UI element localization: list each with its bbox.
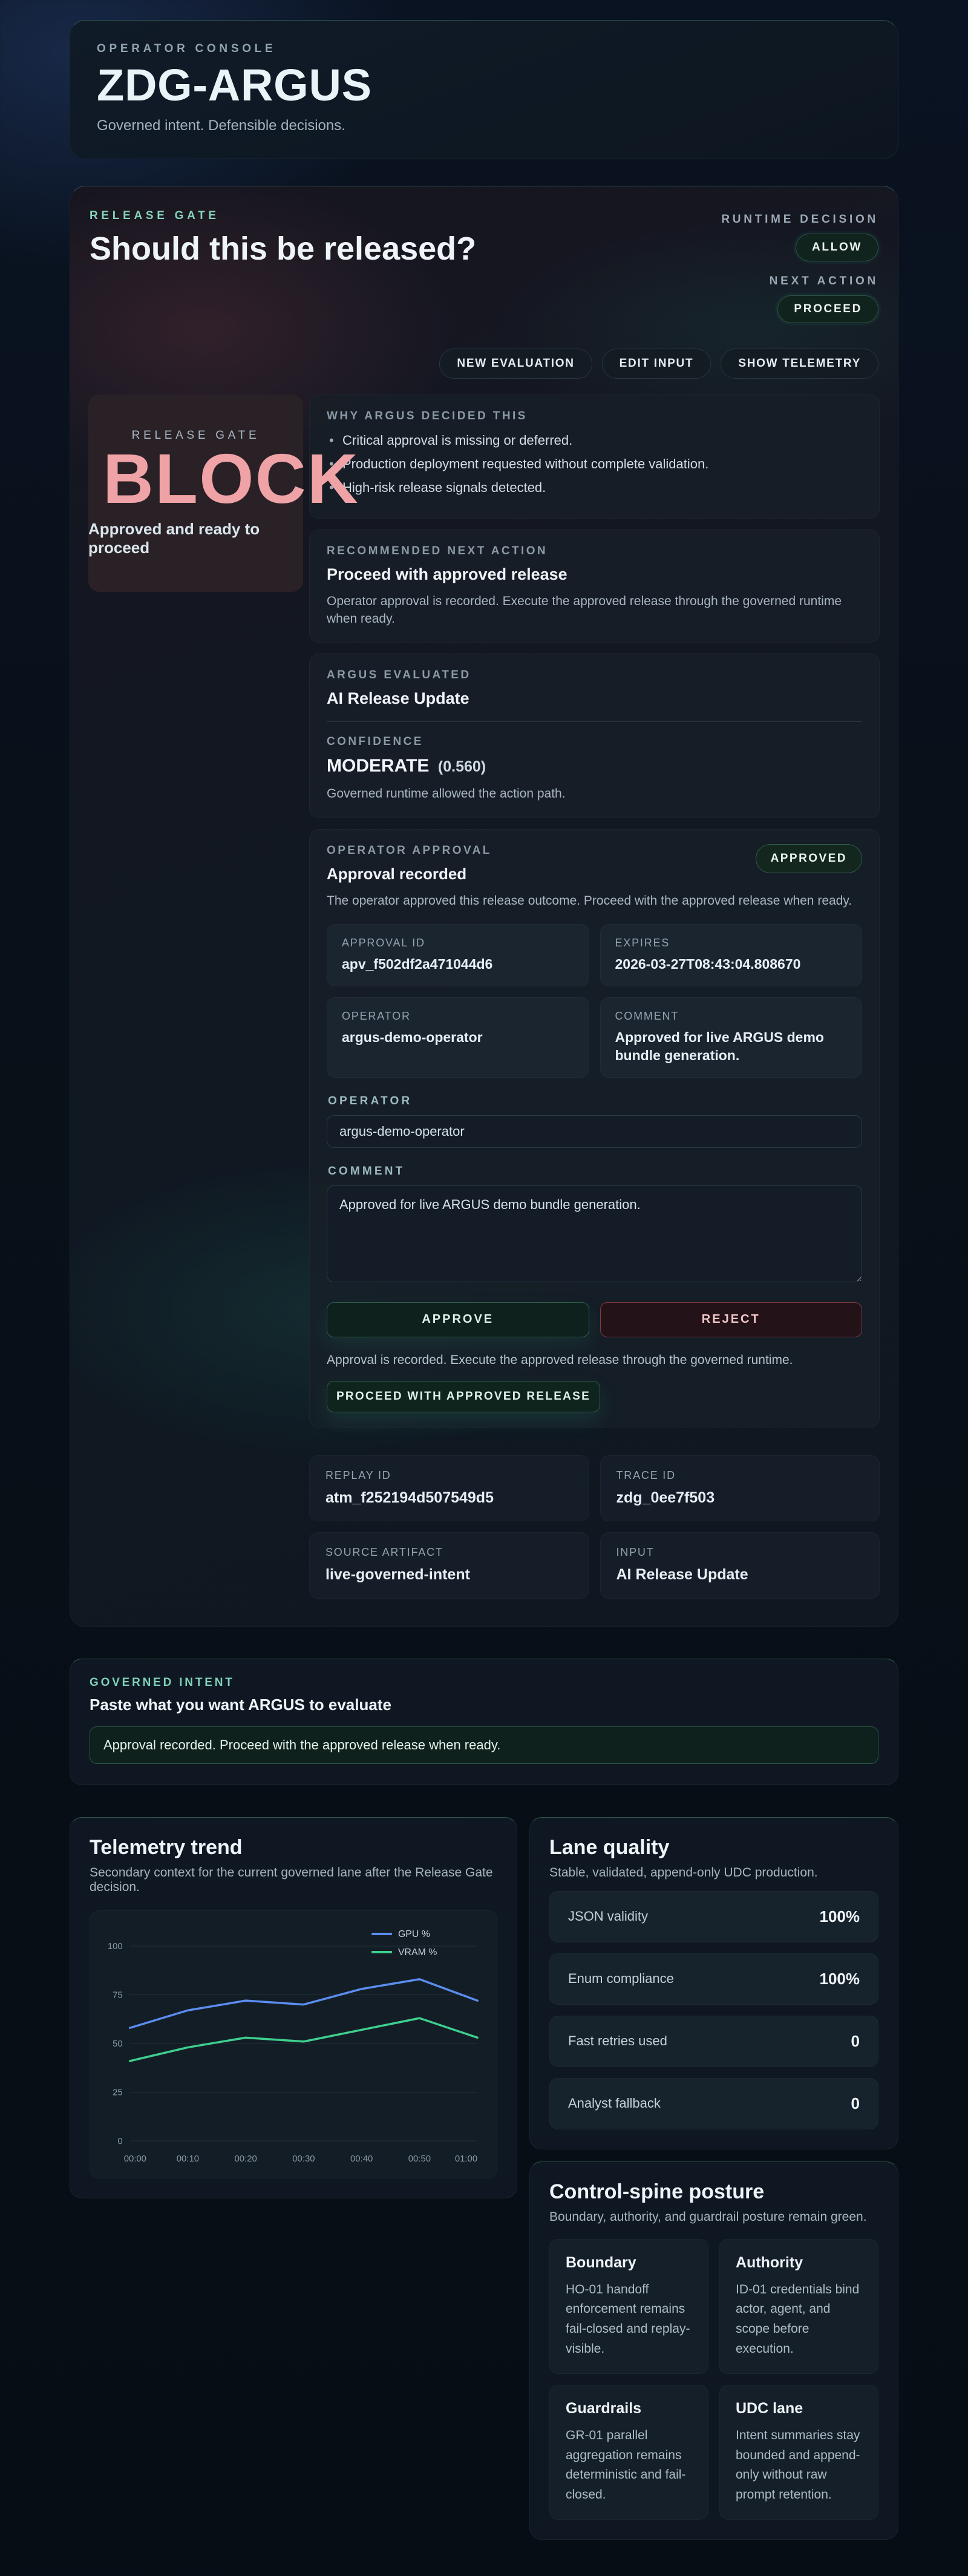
trace-id-label: TRACE ID bbox=[616, 1469, 676, 1481]
udc-lane-title: UDC lane bbox=[736, 2400, 803, 2417]
comment-tile-value: Approved for live ARGUS demo bundle generation. bbox=[615, 1029, 824, 1064]
governed-intent-card bbox=[70, 1659, 898, 1785]
svg-text:GPU %: GPU % bbox=[397, 1929, 430, 1939]
gate-title: Should this be released? bbox=[90, 230, 477, 267]
why-label: WHY ARGUS DECIDED THIS bbox=[327, 409, 528, 422]
intent-input[interactable] bbox=[90, 1726, 878, 1764]
approval-title: Approval recorded bbox=[327, 864, 467, 883]
verdict-word: BLOCK bbox=[103, 439, 360, 518]
lane-row-value: 0 bbox=[851, 2094, 860, 2112]
gate-eyebrow: RELEASE GATE bbox=[90, 209, 220, 222]
bottom-right-column bbox=[529, 1817, 898, 2540]
svg-text:0: 0 bbox=[117, 2135, 123, 2146]
authority-tile bbox=[719, 2239, 878, 2374]
telemetry-title: Telemetry trend bbox=[90, 1835, 243, 1859]
page bbox=[70, 20, 898, 2540]
approval-header-left bbox=[327, 844, 492, 883]
operator-tile bbox=[327, 997, 589, 1078]
replay-id-tile bbox=[309, 1455, 589, 1522]
lane-row-enum-compliance bbox=[549, 1953, 878, 2005]
approval-label: OPERATOR APPROVAL bbox=[327, 844, 492, 857]
next-action-label: NEXT ACTION bbox=[769, 274, 878, 287]
telemetry-chart-panel bbox=[90, 1910, 497, 2178]
boundary-body: HO-01 handoff enforcement remains fail-closed and replay-visible. bbox=[566, 2282, 690, 2356]
recommended-box bbox=[309, 529, 880, 643]
authority-title: Authority bbox=[736, 2253, 803, 2271]
operator-tile-label: OPERATOR bbox=[342, 1010, 411, 1023]
guardrails-title: Guardrails bbox=[566, 2400, 642, 2417]
gate-header bbox=[88, 209, 880, 333]
reason-item: • Critical approval is missing or deferred. bbox=[327, 433, 862, 448]
svg-text:100: 100 bbox=[107, 1941, 123, 1952]
lane-row-value: 0 bbox=[851, 2031, 860, 2050]
lane-quality-subtitle: Stable, validated, append-only UDC production. bbox=[549, 1865, 818, 1880]
control-spine-card bbox=[529, 2161, 898, 2540]
telemetry-card bbox=[70, 1817, 517, 2198]
spine-grid bbox=[549, 2239, 878, 2520]
source-artifact-tile bbox=[309, 1532, 589, 1599]
confidence-line bbox=[327, 756, 862, 776]
evaluated-label: ARGUS EVALUATED bbox=[327, 669, 471, 682]
proceed-button[interactable]: PROCEED WITH APPROVED RELEASE bbox=[327, 1381, 600, 1412]
svg-text:75: 75 bbox=[113, 1990, 123, 2001]
trace-id-tile bbox=[600, 1455, 880, 1522]
lane-row-label: Enum compliance bbox=[568, 1971, 674, 1987]
gate-actions bbox=[88, 349, 880, 379]
telemetry-line-chart bbox=[95, 1917, 492, 2171]
verdict-eyebrow: RELEASE GATE bbox=[131, 428, 260, 442]
meta-grid bbox=[309, 1455, 880, 1599]
evaluated-box bbox=[309, 654, 880, 818]
confidence-level: MODERATE bbox=[327, 756, 430, 776]
lane-quality-card bbox=[529, 1817, 898, 2149]
svg-text:01:00: 01:00 bbox=[454, 2153, 478, 2164]
header-card bbox=[70, 20, 898, 159]
divider bbox=[327, 721, 862, 722]
svg-text:VRAM %: VRAM % bbox=[397, 1947, 437, 1958]
approve-button[interactable]: APPROVE bbox=[327, 1302, 589, 1337]
svg-text:00:20: 00:20 bbox=[234, 2153, 257, 2164]
lane-row-label: JSON validity bbox=[568, 1909, 649, 1924]
guardrails-body: GR-01 parallel aggregation remains deterministic and fail-closed. bbox=[566, 2428, 686, 2502]
app-title: ZDG-ARGUS bbox=[97, 60, 372, 110]
source-artifact-label: SOURCE ARTIFACT bbox=[325, 1546, 443, 1559]
comment-tile-label: COMMENT bbox=[615, 1010, 679, 1023]
control-spine-subtitle: Boundary, authority, and guardrail posture remain green. bbox=[549, 2209, 867, 2224]
confidence-score: (0.560) bbox=[437, 758, 486, 776]
runtime-decision-badge: ALLOW bbox=[796, 234, 878, 261]
approval-header bbox=[327, 844, 862, 883]
comment-textarea[interactable] bbox=[327, 1185, 862, 1282]
telemetry-subtitle: Secondary context for the current governed lane after the Release Gate decision. bbox=[90, 1865, 493, 1894]
new-evaluation-button[interactable]: NEW EVALUATION bbox=[439, 349, 592, 379]
expires-value: 2026-03-27T08:43:04.808670 bbox=[615, 956, 801, 972]
approved-badge: APPROVED bbox=[756, 844, 862, 873]
comment-tile bbox=[600, 997, 863, 1078]
expires-label: EXPIRES bbox=[615, 937, 670, 949]
authority-body: ID-01 credentials bind actor, agent, and scope before execution. bbox=[736, 2282, 860, 2356]
gate-header-right bbox=[721, 209, 878, 333]
approval-status: Approval is recorded. Execute the approved release through the governed runtime. bbox=[327, 1352, 793, 1367]
reason-item: • Production deployment requested without complete validation. bbox=[327, 456, 862, 472]
recommended-body: Operator approval is recorded. Execute the approved release through the governed runtime when ready. bbox=[327, 594, 842, 626]
lane-quality-title: Lane quality bbox=[549, 1835, 670, 1859]
confidence-body: Governed runtime allowed the action path. bbox=[327, 787, 566, 801]
gate-header-left bbox=[90, 209, 476, 267]
source-artifact-value: live-governed-intent bbox=[325, 1566, 470, 1584]
lane-row-value: 100% bbox=[819, 1969, 860, 1988]
trace-id-value: zdg_0ee7f503 bbox=[616, 1489, 715, 1506]
svg-text:50: 50 bbox=[113, 2038, 123, 2049]
approval-body: The operator approved this release outcome. Proceed with the approved release when ready. bbox=[327, 893, 852, 908]
svg-text:00:40: 00:40 bbox=[350, 2153, 373, 2164]
svg-text:00:30: 00:30 bbox=[292, 2153, 315, 2164]
release-gate-card bbox=[70, 186, 898, 1627]
verdict-caption: Approved and ready to proceed bbox=[88, 519, 260, 557]
app-tagline: Governed intent. Defensible decisions. bbox=[97, 117, 345, 134]
operator-tile-value: argus-demo-operator bbox=[342, 1029, 483, 1046]
approval-field-grid bbox=[327, 924, 862, 1078]
lane-row-label: Analyst fallback bbox=[568, 2096, 661, 2111]
operator-input[interactable] bbox=[327, 1115, 862, 1148]
comment-field-label: COMMENT bbox=[328, 1164, 405, 1178]
input-tile bbox=[600, 1532, 880, 1599]
reason-list bbox=[327, 433, 862, 496]
replay-id-label: REPLAY ID bbox=[325, 1469, 391, 1481]
gate-content bbox=[88, 395, 880, 1599]
recommended-title: Proceed with approved release bbox=[327, 565, 567, 583]
svg-text:00:50: 00:50 bbox=[408, 2153, 431, 2164]
input-tile-label: INPUT bbox=[616, 1546, 655, 1559]
udc-lane-tile bbox=[719, 2385, 878, 2520]
operator-field-label: OPERATOR bbox=[328, 1094, 413, 1107]
recommended-label: RECOMMENDED NEXT ACTION bbox=[327, 544, 548, 557]
verdict-panel bbox=[88, 395, 360, 592]
svg-text:00:00: 00:00 bbox=[123, 2153, 146, 2164]
guardrails-tile bbox=[549, 2385, 708, 2520]
intent-title: Paste what you want ARGUS to evaluate bbox=[90, 1695, 391, 1714]
lane-row-label: Fast retries used bbox=[568, 2033, 667, 2049]
boundary-title: Boundary bbox=[566, 2253, 636, 2271]
replay-id-value: atm_f252194d507549d5 bbox=[325, 1489, 494, 1506]
approval-id-tile bbox=[327, 924, 589, 986]
show-telemetry-button[interactable]: SHOW TELEMETRY bbox=[721, 349, 878, 379]
runtime-decision-label: RUNTIME DECISION bbox=[721, 212, 878, 226]
intent-label: GOVERNED INTENT bbox=[90, 1676, 235, 1689]
input-tile-value: AI Release Update bbox=[616, 1566, 748, 1584]
lane-row-fast-retries bbox=[549, 2016, 878, 2067]
lane-row-json-validity bbox=[549, 1891, 878, 1942]
evaluated-value: AI Release Update bbox=[327, 689, 469, 708]
edit-input-button[interactable]: EDIT INPUT bbox=[602, 349, 711, 379]
lane-row-analyst-fallback bbox=[549, 2078, 878, 2129]
approval-buttons bbox=[327, 1302, 862, 1337]
reject-button[interactable]: REJECT bbox=[600, 1302, 863, 1337]
next-action-badge: PROCEED bbox=[777, 295, 878, 323]
approval-id-label: APPROVAL ID bbox=[342, 937, 425, 949]
operator-approval-box bbox=[309, 829, 880, 1427]
expires-tile bbox=[600, 924, 863, 986]
bottom-section bbox=[70, 1817, 898, 2540]
control-spine-title: Control-spine posture bbox=[549, 2180, 765, 2203]
gate-right-column bbox=[309, 395, 880, 1599]
why-box bbox=[309, 395, 880, 519]
svg-text:00:10: 00:10 bbox=[176, 2153, 200, 2164]
udc-lane-body: Intent summaries stay bounded and append-only without raw prompt retention. bbox=[736, 2428, 860, 2502]
approval-id-value: apv_f502df2a471044d6 bbox=[342, 956, 493, 972]
boundary-tile bbox=[549, 2239, 708, 2374]
confidence-label: CONFIDENCE bbox=[327, 735, 424, 749]
lane-row-value: 100% bbox=[819, 1907, 860, 1925]
svg-text:25: 25 bbox=[113, 2087, 123, 2098]
header-eyebrow: OPERATOR CONSOLE bbox=[97, 42, 276, 55]
reason-item: • High-risk release signals detected. bbox=[327, 480, 862, 496]
